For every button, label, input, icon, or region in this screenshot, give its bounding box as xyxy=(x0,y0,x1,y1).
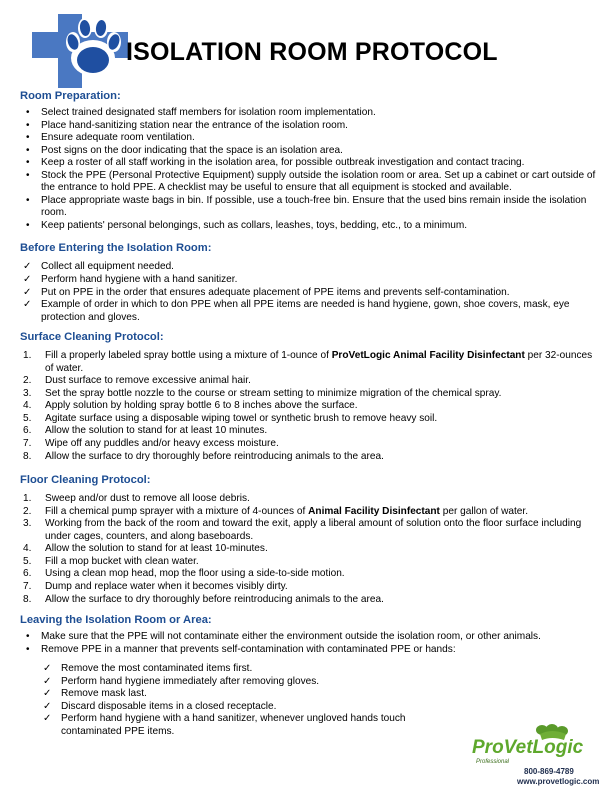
list-item: • Post signs on the door indicating that the space is an isolation area. xyxy=(26,144,343,156)
before-entering-section xyxy=(20,241,598,324)
list-item: 2. Fill a chemical pump sprayer with a mixture of 4-ounces of Animal Facility Disinfectant per gallon of water. xyxy=(23,505,529,517)
room-preparation-list xyxy=(20,107,598,232)
list-item: • Make sure that the PPE will not contaminate either the environment outside the isolation room, or other animals. xyxy=(26,631,541,643)
provetlogic-logo-icon xyxy=(470,720,592,770)
ppe-removal-list xyxy=(20,663,420,738)
list-item: 3. Set the spray bottle nozzle to the course or stream setting to minimize migration of the chemical spray. xyxy=(23,387,502,399)
list-item: • Place hand-sanitizing station near the entrance of the isolation room. xyxy=(26,119,348,131)
list-item: 1. Fill a properly labeled spray bottle using a mixture of 1-ounce of ProVetLogic Animal Facility Disinfectant per 32-ounces of water. xyxy=(23,350,593,374)
list-item: ✓ Collect all equipment needed. xyxy=(23,261,174,273)
list-item: • Stock the PPE (Personal Protective Equipment) supply outside the isolation room or area. Set up a cabinet or cart outside of the entrance to hold PPE. A checklist may be useful to ensure that all equipment is stocked and available. xyxy=(26,169,596,194)
list-item: • Remove PPE in a manner that prevents self-contamination with contaminated PPE or hands: xyxy=(26,643,456,655)
checkmark-icon: ✓ xyxy=(43,688,52,700)
list-item: 5. Agitate surface using a disposable wiping towel or synthetic brush to remove heavy soil. xyxy=(23,412,438,424)
checkmark-icon: ✓ xyxy=(43,675,52,687)
page-title: ISOLATION ROOM PROTOCOL xyxy=(126,38,498,66)
checkmark-icon: ✓ xyxy=(23,299,32,311)
surface-cleaning-list xyxy=(20,350,598,463)
list-item: 5. Fill a mop bucket with clean water. xyxy=(23,555,199,567)
checkmark-icon: ✓ xyxy=(43,713,52,725)
list-item: ✓ Discard disposable items in a closed receptacle. xyxy=(43,700,277,712)
list-item: 4. Apply solution by holding spray bottle 6 to 8 inches above the surface. xyxy=(23,400,358,412)
section-heading: Before Entering the Isolation Room: xyxy=(20,242,212,255)
list-item: 7. Dump and replace water when it becomes visibly dirty. xyxy=(23,580,288,592)
floor-cleaning-section xyxy=(20,473,598,606)
section-heading: Room Preparation: xyxy=(20,90,121,102)
checkmark-icon: ✓ xyxy=(43,700,52,712)
checkmark-icon: ✓ xyxy=(23,274,32,286)
website-link[interactable]: www.provetlogic.com xyxy=(517,777,600,786)
section-heading: Leaving the Isolation Room or Area: xyxy=(20,614,212,627)
checkmark-icon: ✓ xyxy=(23,286,32,298)
list-item: 2. Dust surface to remove excessive animal hair. xyxy=(23,375,251,387)
list-item: 8. Allow the surface to dry thoroughly before reintroducing animals to the area. xyxy=(23,450,384,462)
checkmark-icon: ✓ xyxy=(43,663,52,675)
list-item: • Select trained designated staff members for isolation room implementation. xyxy=(26,107,376,118)
list-item: 7. Wipe off any puddles and/or heavy excess moisture. xyxy=(23,438,279,450)
paw-cross-logo-icon xyxy=(18,10,134,92)
list-item: ✓ Perform hand hygiene with a hand sanitizer, whenever ungloved hands touch contaminated PPE items. xyxy=(43,713,406,737)
list-item: 1. Sweep and/or dust to remove all loose debris. xyxy=(23,493,250,505)
checkmark-icon: ✓ xyxy=(23,261,32,273)
brand-sub-text: Professional xyxy=(476,759,510,765)
brand-text: ProVetLogic xyxy=(472,737,584,758)
list-item: ✓ Remove mask last. xyxy=(43,688,147,700)
list-item: ✓ Put on PPE in the order that ensures adequate placement of PPE items and prevents self-contamination. xyxy=(23,286,510,298)
before-entering-list xyxy=(20,261,598,324)
list-item: 6. Using a clean mop head, mop the floor using a side-to-side motion. xyxy=(23,568,345,580)
list-item: ✓ Perform hand hygiene immediately after removing gloves. xyxy=(43,675,320,687)
section-heading: Floor Cleaning Protocol: xyxy=(20,474,151,487)
leaving-list xyxy=(20,631,598,656)
phone-number: 800-869-4789 xyxy=(524,767,574,776)
list-item: 8. Allow the surface to dry thoroughly before reintroducing animals to the area. xyxy=(23,593,384,605)
list-item: • Keep patients' personal belongings, such as collars, leashes, toys, bedding, etc., to a minimum. xyxy=(26,219,468,231)
room-preparation-section xyxy=(20,89,598,232)
floor-cleaning-list xyxy=(20,493,598,606)
list-item: • Place appropriate waste bags in bin. If possible, use a touch-free bin. Ensure that the used bins remain inside the isolation room. xyxy=(26,194,587,219)
list-item: • Keep a roster of all staff working in the isolation area, for possible outbreak investigation and contact tracing. xyxy=(26,157,525,169)
surface-cleaning-section xyxy=(20,330,598,463)
list-item: 4. Allow the solution to stand for at least 10-minutes. xyxy=(23,543,268,555)
page-header xyxy=(0,0,612,90)
list-item: • Ensure adequate room ventilation. xyxy=(26,132,195,144)
list-item: ✓ Example of order in which to don PPE when all PPE items are needed is hand hygiene, gown, shoe covers, mask, eye protection and gloves. xyxy=(23,299,570,323)
list-item: ✓ Perform hand hygiene with a hand sanitizer. xyxy=(23,274,238,286)
protocol-content xyxy=(20,89,598,738)
list-item: ✓ Remove the most contaminated items first. xyxy=(43,663,253,675)
section-heading: Surface Cleaning Protocol: xyxy=(20,331,164,344)
list-item: 3. Working from the back of the room and toward the exit, apply a liberal amount of solution onto the floor surface including under cages, counters, and along baseboards. xyxy=(23,518,582,542)
list-item: 6. Allow the solution to stand for at least 10 minutes. xyxy=(23,425,268,437)
